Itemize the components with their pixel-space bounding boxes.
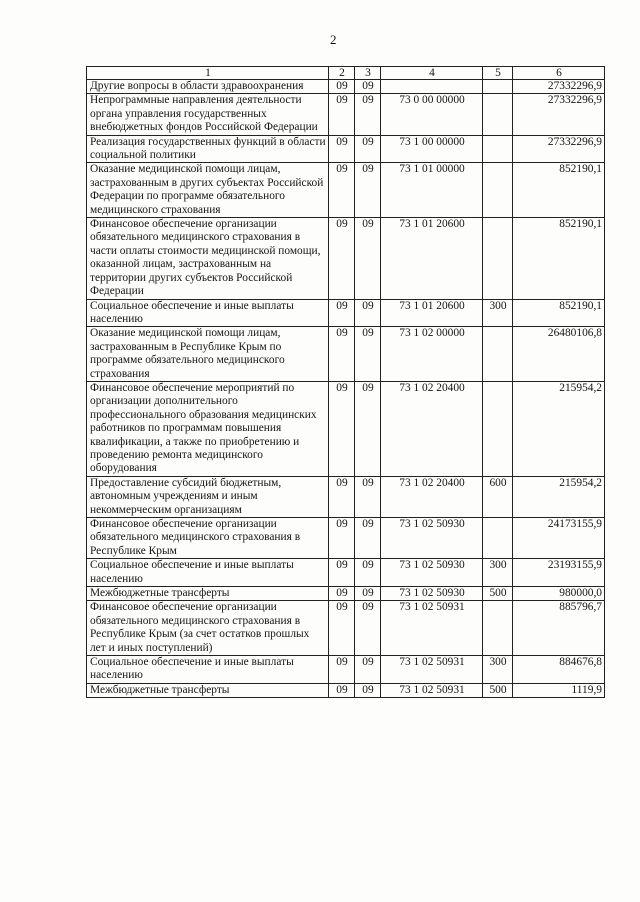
- expense-type-code: [483, 163, 513, 218]
- subsection-code: 09: [355, 135, 381, 163]
- subsection-code: 09: [355, 327, 381, 382]
- amount: 852190,1: [513, 163, 605, 218]
- section-code: 09: [329, 80, 355, 94]
- table-row: [87, 476, 605, 517]
- target-article-code: 73 1 02 50930: [381, 518, 483, 559]
- row-name: Социальное обеспечение и иные выплаты населению: [87, 299, 329, 327]
- row-name: Финансовое обеспечение организации обязательного медицинского страхования в части оплаты стоимости медицинской помощи, оказанной лицам, застрахованным на территории других субъектов Российской Федерации: [87, 218, 329, 299]
- target-article-code: [381, 80, 483, 94]
- section-code: 09: [329, 163, 355, 218]
- expense-type-code: [483, 80, 513, 94]
- expense-type-code: [483, 381, 513, 476]
- amount: 852190,1: [513, 218, 605, 299]
- column-header: 4: [381, 67, 483, 80]
- subsection-code: 09: [355, 656, 381, 684]
- amount: 215954,2: [513, 381, 605, 476]
- expense-type-code: [483, 601, 513, 656]
- expense-type-code: 500: [483, 587, 513, 601]
- table-row: [87, 656, 605, 684]
- section-code: 09: [329, 299, 355, 327]
- amount: 884676,8: [513, 656, 605, 684]
- row-name: Непрограммные направления деятельности органа управления государственных внебюджетных фондов Российской Федерации: [87, 94, 329, 135]
- subsection-code: 09: [355, 587, 381, 601]
- expense-type-code: [483, 518, 513, 559]
- table-row: [87, 80, 605, 94]
- section-code: 09: [329, 327, 355, 382]
- row-name: Оказание медицинской помощи лицам, застрахованным в других субъектах Российской Федерации по программе обязательного медицинского страхования: [87, 163, 329, 218]
- table-row: [87, 587, 605, 601]
- amount: 26480106,8: [513, 327, 605, 382]
- section-code: 09: [329, 656, 355, 684]
- section-code: 09: [329, 683, 355, 697]
- section-code: 09: [329, 381, 355, 476]
- amount: 23193155,9: [513, 559, 605, 587]
- budget-table: [86, 66, 605, 698]
- row-name: Финансовое обеспечение организации обязательного медицинского страхования в Республике Крым: [87, 518, 329, 559]
- table-row: [87, 218, 605, 299]
- table-row: [87, 163, 605, 218]
- row-name: Предоставление субсидий бюджетным, автономным учреждениям и иным некоммерческим организациям: [87, 476, 329, 517]
- target-article-code: 73 1 02 50931: [381, 683, 483, 697]
- table-row: [87, 299, 605, 327]
- table-row: [87, 559, 605, 587]
- row-name: Реализация государственных функций в области социальной политики: [87, 135, 329, 163]
- subsection-code: 09: [355, 601, 381, 656]
- expense-type-code: 300: [483, 656, 513, 684]
- column-header: 5: [483, 67, 513, 80]
- amount: 27332296,9: [513, 80, 605, 94]
- expense-type-code: 300: [483, 559, 513, 587]
- amount: 27332296,9: [513, 94, 605, 135]
- amount: 885796,7: [513, 601, 605, 656]
- amount: 852190,1: [513, 299, 605, 327]
- expense-type-code: 500: [483, 683, 513, 697]
- row-name: Межбюджетные трансферты: [87, 587, 329, 601]
- row-name: Социальное обеспечение и иные выплаты населению: [87, 559, 329, 587]
- table-row: [87, 381, 605, 476]
- column-header: 1: [87, 67, 329, 80]
- table-row: [87, 135, 605, 163]
- row-name: Межбюджетные трансферты: [87, 683, 329, 697]
- subsection-code: 09: [355, 476, 381, 517]
- section-code: 09: [329, 518, 355, 559]
- amount: 1119,9: [513, 683, 605, 697]
- column-header: 3: [355, 67, 381, 80]
- subsection-code: 09: [355, 518, 381, 559]
- target-article-code: 73 0 00 00000: [381, 94, 483, 135]
- expense-type-code: 600: [483, 476, 513, 517]
- subsection-code: 09: [355, 218, 381, 299]
- section-code: 09: [329, 559, 355, 587]
- subsection-code: 09: [355, 381, 381, 476]
- subsection-code: 09: [355, 94, 381, 135]
- section-code: 09: [329, 135, 355, 163]
- target-article-code: 73 1 00 00000: [381, 135, 483, 163]
- amount: 24173155,9: [513, 518, 605, 559]
- column-header: 2: [329, 67, 355, 80]
- subsection-code: 09: [355, 683, 381, 697]
- expense-type-code: [483, 218, 513, 299]
- expense-type-code: 300: [483, 299, 513, 327]
- target-article-code: 73 1 01 20600: [381, 299, 483, 327]
- row-name: Оказание медицинской помощи лицам, застрахованным в Республике Крым по программе обязательного медицинского страхования: [87, 327, 329, 382]
- subsection-code: 09: [355, 163, 381, 218]
- table-row: [87, 601, 605, 656]
- row-name: Финансовое обеспечение организации обязательного медицинского страхования в Республике Крым (за счет остатков прошлых лет и иных поступлений): [87, 601, 329, 656]
- table-row: [87, 327, 605, 382]
- page-number: 2: [330, 32, 337, 47]
- subsection-code: 09: [355, 80, 381, 94]
- subsection-code: 09: [355, 299, 381, 327]
- section-code: 09: [329, 218, 355, 299]
- column-header: 6: [513, 67, 605, 80]
- target-article-code: 73 1 02 50931: [381, 601, 483, 656]
- amount: 980000,0: [513, 587, 605, 601]
- target-article-code: 73 1 02 20400: [381, 381, 483, 476]
- subsection-code: 09: [355, 559, 381, 587]
- target-article-code: 73 1 02 50930: [381, 559, 483, 587]
- target-article-code: 73 1 01 00000: [381, 163, 483, 218]
- row-name: Другие вопросы в области здравоохранения: [87, 80, 329, 94]
- table-row: [87, 518, 605, 559]
- target-article-code: 73 1 02 50930: [381, 587, 483, 601]
- target-article-code: 73 1 02 00000: [381, 327, 483, 382]
- amount: 27332296,9: [513, 135, 605, 163]
- table-header-row: [87, 67, 605, 80]
- table-row: [87, 94, 605, 135]
- section-code: 09: [329, 94, 355, 135]
- target-article-code: 73 1 02 50931: [381, 656, 483, 684]
- section-code: 09: [329, 601, 355, 656]
- table-row: [87, 683, 605, 697]
- expense-type-code: [483, 135, 513, 163]
- amount: 215954,2: [513, 476, 605, 517]
- section-code: 09: [329, 587, 355, 601]
- section-code: 09: [329, 476, 355, 517]
- row-name: Социальное обеспечение и иные выплаты населению: [87, 656, 329, 684]
- target-article-code: 73 1 02 20400: [381, 476, 483, 517]
- row-name: Финансовое обеспечение мероприятий по организации дополнительного профессионального образования медицинских работников по программам повышения квалификации, а также по приобретению и проведению ремонта медицинского оборудования: [87, 381, 329, 476]
- expense-type-code: [483, 94, 513, 135]
- expense-type-code: [483, 327, 513, 382]
- target-article-code: 73 1 01 20600: [381, 218, 483, 299]
